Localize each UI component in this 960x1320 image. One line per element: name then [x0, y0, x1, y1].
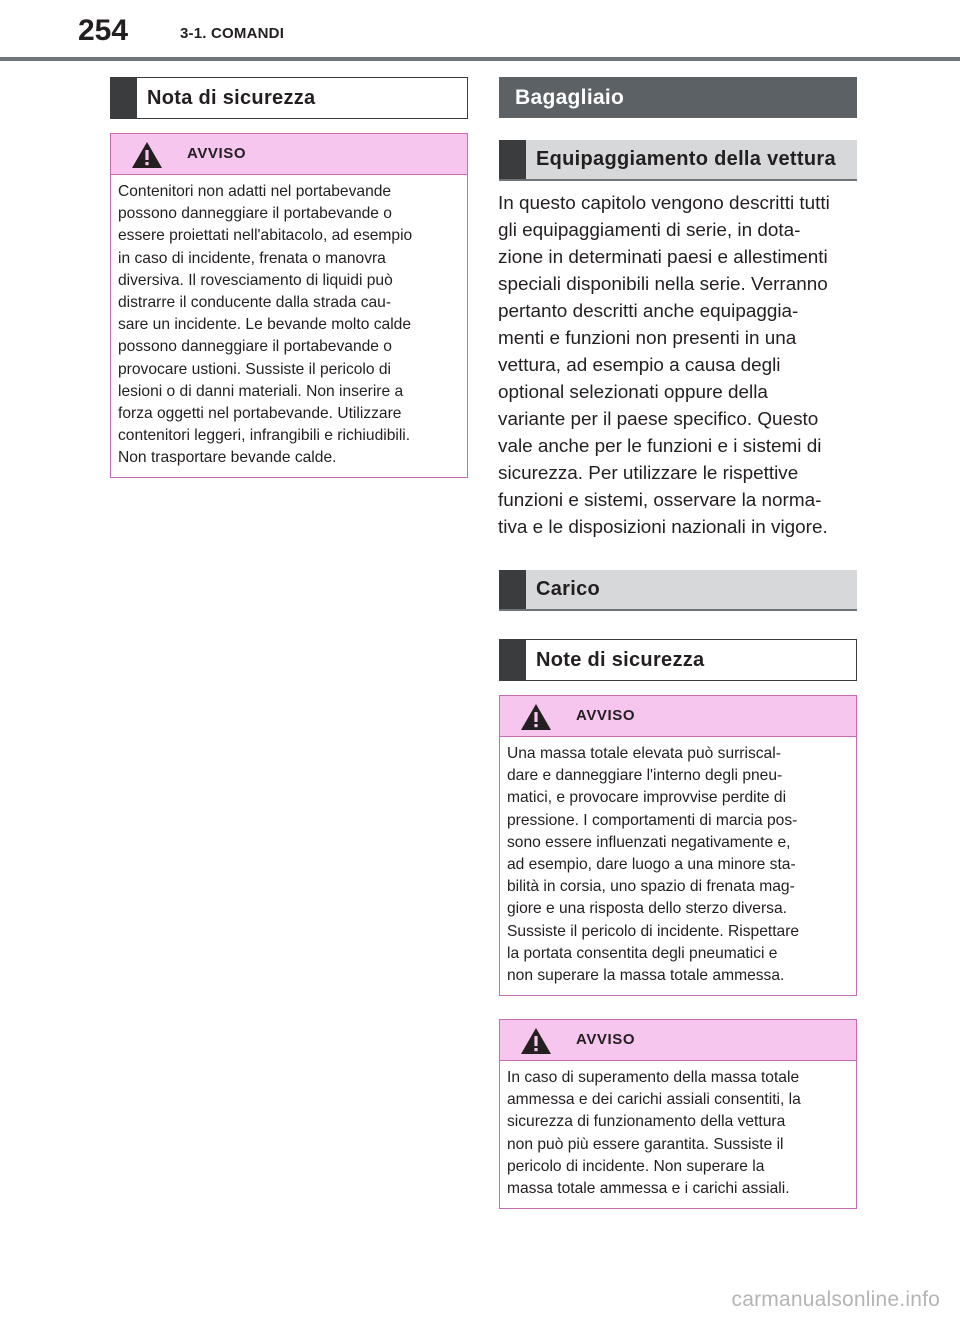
warning-line: possono danneggiare il portabevande o [118, 205, 392, 223]
chapter-heading [499, 77, 857, 118]
header-rule [0, 57, 960, 61]
warning-triangle-icon [131, 141, 163, 169]
warning-line: la portata consentita degli pneumatici e [507, 944, 778, 962]
warning-line: Contenitori non adatti nel portabevande [118, 183, 392, 200]
warning-line: pressione. I comportamenti di marcia pos- [507, 811, 798, 829]
body-line: speciali disponibili nella serie. Verranno [498, 274, 828, 295]
warning-line: non può più essere garantita. Sussiste il [507, 1135, 784, 1153]
heading-bar [110, 78, 137, 118]
left-safety-heading [110, 77, 468, 119]
warning-line: forza oggetti nel portabevande. Utilizzare [118, 405, 402, 423]
warning-line: Una massa totale elevata può surriscal- [507, 745, 781, 762]
warning-line: Non trasportare bevande calde. [118, 449, 337, 467]
warning-line: essere proiettati nell'abitacolo, ad esempio [118, 227, 413, 245]
warning-line: massa totale ammessa e i carichi assiali. [507, 1180, 790, 1198]
carico-heading [499, 570, 857, 611]
warning-text [500, 737, 856, 995]
warning-line: provocare ustioni. Sussiste il pericolo di [118, 360, 392, 378]
chapter-heading-text: Bagagliaio [515, 85, 625, 109]
body-line: pertanto descritti anche equipaggia- [498, 301, 799, 322]
section-label: 3-1. COMANDI [180, 25, 285, 42]
warning-line: sono essere influenzati negativamente e, [507, 833, 791, 851]
warning-title: AVVISO [576, 1031, 636, 1048]
warning-text [500, 1061, 856, 1208]
warning-title: AVVISO [187, 145, 247, 162]
body-line: variante per il paese specifico. Questo [498, 409, 819, 430]
warning-line: non superare la massa totale ammessa. [507, 967, 785, 985]
sub-heading [499, 140, 857, 181]
warning-line: possono danneggiare il portabevande o [118, 338, 392, 356]
sub-heading-text: Equipaggiamento della vettura [536, 148, 836, 170]
warning-line: in caso di incidente, frenata o manovra [118, 249, 386, 267]
warning-line: ammessa e dei carichi assiali consentiti, la [507, 1091, 801, 1109]
left-warning-box [110, 133, 468, 478]
body-line: menti e funzioni non presenti in una [498, 328, 797, 349]
warning-text [111, 175, 467, 478]
heading-bar [499, 570, 526, 609]
body-line: zione in determinati paesi e allestimenti [498, 247, 828, 268]
body-line: optional selezionati oppure della [498, 382, 768, 403]
warning-line: matici, e provocare improvvise perdite di [507, 789, 787, 807]
warning-line: bilità in corsia, uno spazio di frenata mag- [507, 878, 795, 896]
right-warning-box-1 [499, 695, 857, 996]
heading-text: Nota di sicurezza [147, 86, 316, 109]
warning-line: In caso di superamento della massa totale [507, 1069, 800, 1086]
warning-line: giore e una risposta dello sterzo diversa. [507, 900, 787, 918]
warning-triangle-icon [520, 703, 552, 731]
carico-heading-text: Carico [536, 578, 601, 600]
watermark-link[interactable]: carmanualsonline.info [731, 1288, 940, 1311]
body-line: In questo capitolo vengono descritti tutti [498, 193, 830, 214]
heading-bar [499, 140, 526, 179]
warning-line: lesioni o di danni materiali. Non inserire a [118, 382, 404, 400]
warning-header [500, 1020, 856, 1061]
warning-line: dare e danneggiare l'interno degli pneu- [507, 767, 783, 785]
warning-line: diversiva. Il rovesciamento di liquidi può [118, 271, 393, 289]
body-line: vale anche per le funzioni e i sistemi di [498, 436, 822, 457]
warning-header [111, 134, 467, 175]
warning-title: AVVISO [576, 707, 636, 724]
page-number: 254 [78, 14, 129, 47]
warning-line: ad esempio, dare luogo a una minore sta- [507, 856, 796, 874]
warning-line: sare un incidente. Le bevande molto calde [118, 316, 412, 334]
warning-line: Sussiste il pericolo di incidente. Rispettare [507, 922, 800, 940]
warning-line: distrarre il conducente dalla strada cau- [118, 294, 392, 312]
body-line: funzioni e sistemi, osservare la norma- [498, 490, 822, 511]
heading-text: Note di sicurezza [536, 648, 705, 671]
body-line: sicurezza. Per utilizzare le rispettive [498, 463, 799, 484]
warning-line: pericolo di incidente. Non superare la [507, 1157, 765, 1175]
body-line: vettura, ad esempio a causa degli [498, 355, 781, 376]
body-line: tiva e le disposizioni nazionali in vigore. [498, 517, 828, 538]
warning-line: contenitori leggeri, infrangibili e richiudibili. [118, 427, 411, 445]
right-warning-box-2 [499, 1019, 857, 1209]
body-paragraph [498, 190, 858, 541]
body-line: gli equipaggiamenti di serie, in dota- [498, 220, 801, 241]
warning-line: sicurezza di funzionamento della vettura [507, 1113, 786, 1131]
heading-bar [499, 640, 526, 680]
warning-triangle-icon [520, 1027, 552, 1055]
warning-header [500, 696, 856, 737]
right-safety-heading [499, 639, 857, 681]
